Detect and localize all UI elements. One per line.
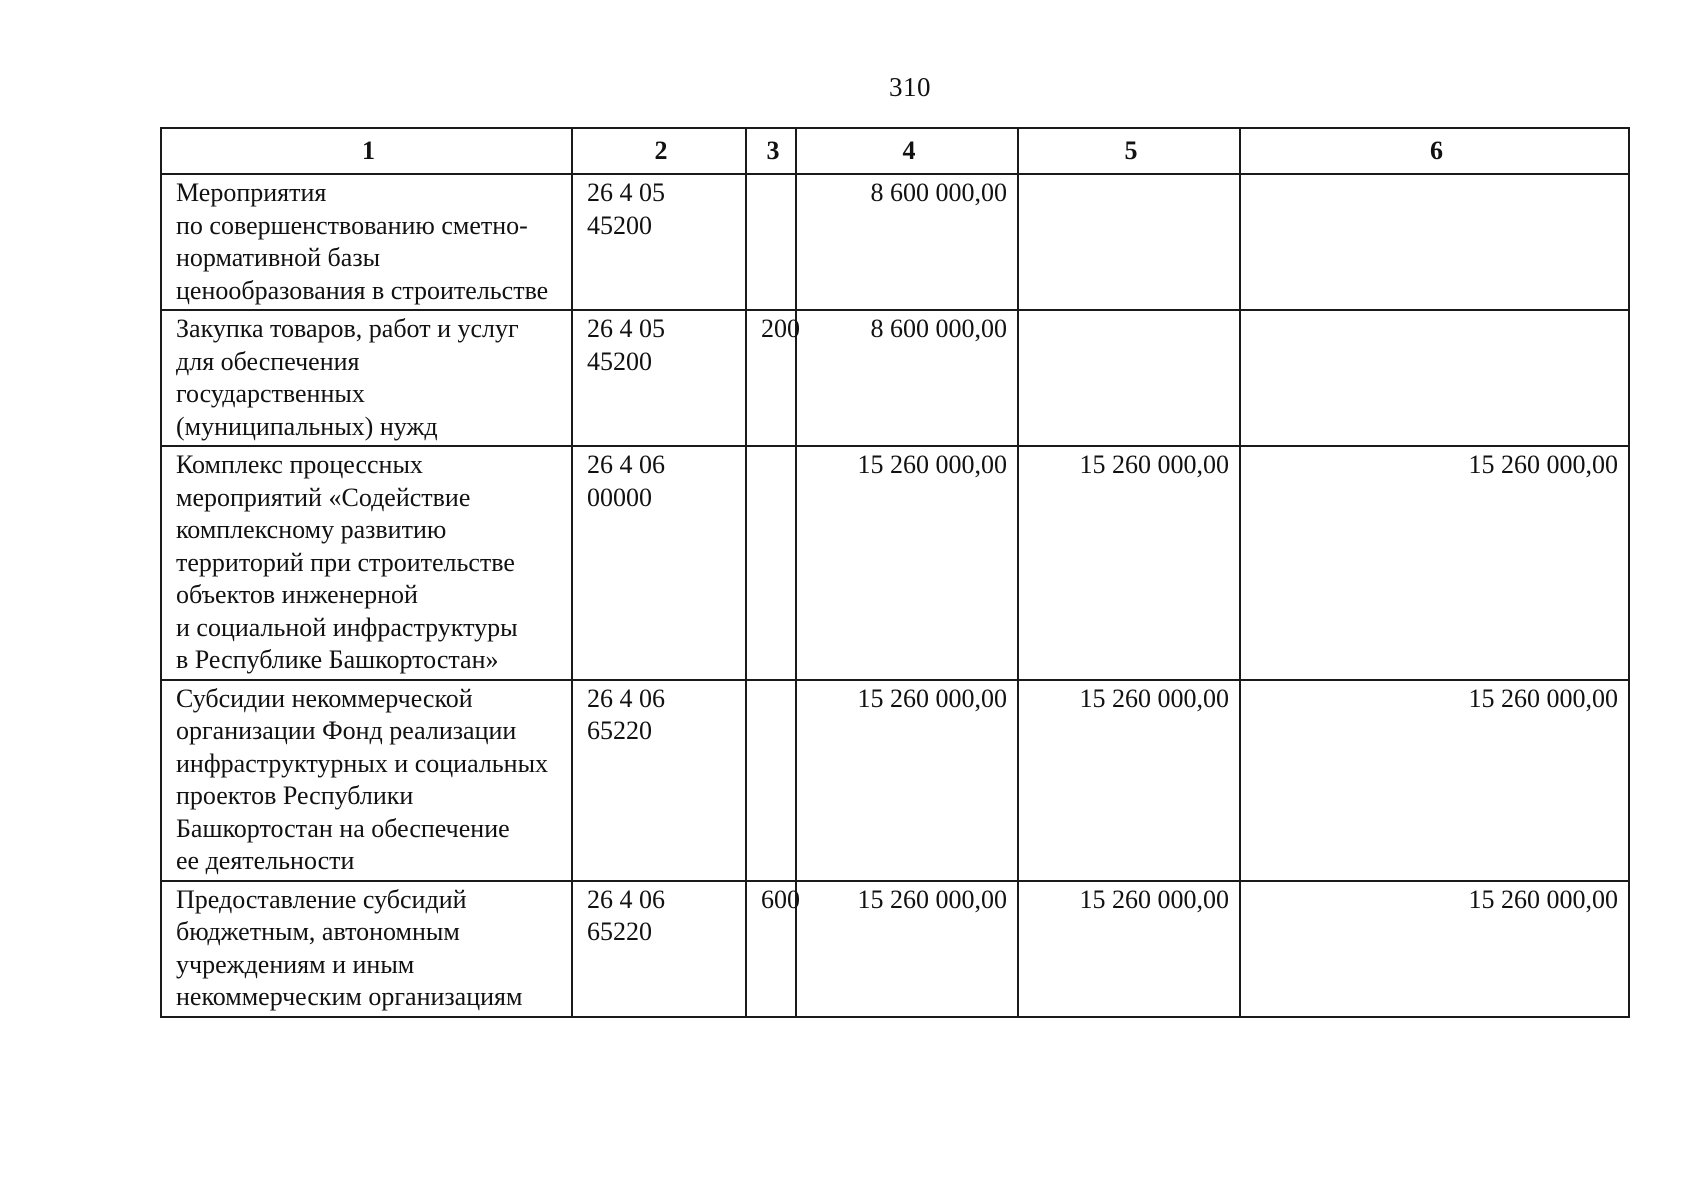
header-col-1: 1 bbox=[161, 128, 572, 174]
row-amount-1-cell: 15 260 000,00 bbox=[796, 446, 1018, 680]
row-type-cell bbox=[746, 680, 796, 881]
row-amount-2-cell bbox=[1018, 174, 1240, 310]
header-col-5: 5 bbox=[1018, 128, 1240, 174]
table-body bbox=[161, 174, 1629, 1017]
row-code-cell: 26 4 06 00000 bbox=[572, 446, 746, 680]
row-amount-3-cell: 15 260 000,00 bbox=[1240, 881, 1629, 1017]
row-type-cell: 600 bbox=[746, 881, 796, 1017]
row-code-cell: 26 4 06 65220 bbox=[572, 680, 746, 881]
row-amount-3-cell: 15 260 000,00 bbox=[1240, 446, 1629, 680]
row-name-cell: Предоставление субсидий бюджетным, автономным учреждениям и иным некоммерческим организациям bbox=[161, 881, 572, 1017]
row-name-cell: Закупка товаров, работ и услуг для обеспечения государственных (муниципальных) нужд bbox=[161, 310, 572, 446]
table-row bbox=[161, 680, 1629, 881]
table-row bbox=[161, 310, 1629, 446]
row-name-cell: Комплекс процессных мероприятий «Содействие комплексному развитию территорий при строительстве объектов инженерной и социальной инфраструктуры в Республике Башкортостан» bbox=[161, 446, 572, 680]
table-row bbox=[161, 881, 1629, 1017]
row-amount-2-cell: 15 260 000,00 bbox=[1018, 446, 1240, 680]
row-name-cell: Субсидии некоммерческой организации Фонд реализации инфраструктурных и социальных проектов Республики Башкортостан на обеспечение ее деятельности bbox=[161, 680, 572, 881]
page-number: 310 bbox=[889, 72, 931, 102]
row-amount-1-cell: 15 260 000,00 bbox=[796, 881, 1018, 1017]
header-col-4: 4 bbox=[796, 128, 1018, 174]
row-code-cell: 26 4 05 45200 bbox=[572, 310, 746, 446]
row-amount-3-cell bbox=[1240, 174, 1629, 310]
table-row bbox=[161, 446, 1629, 680]
row-amount-1-cell: 8 600 000,00 bbox=[796, 174, 1018, 310]
row-amount-2-cell bbox=[1018, 310, 1240, 446]
header-col-3: 3 bbox=[746, 128, 796, 174]
budget-table bbox=[160, 127, 1630, 1018]
row-amount-1-cell: 15 260 000,00 bbox=[796, 680, 1018, 881]
row-type-cell: 200 bbox=[746, 310, 796, 446]
row-amount-2-cell: 15 260 000,00 bbox=[1018, 680, 1240, 881]
header-row bbox=[161, 128, 1629, 174]
row-code-cell: 26 4 06 65220 bbox=[572, 881, 746, 1017]
row-code-cell: 26 4 05 45200 bbox=[572, 174, 746, 310]
header-col-6: 6 bbox=[1240, 128, 1629, 174]
row-type-cell bbox=[746, 446, 796, 680]
table-header bbox=[161, 128, 1629, 174]
header-col-2: 2 bbox=[572, 128, 746, 174]
row-amount-3-cell: 15 260 000,00 bbox=[1240, 680, 1629, 881]
table-row bbox=[161, 174, 1629, 310]
row-amount-2-cell: 15 260 000,00 bbox=[1018, 881, 1240, 1017]
row-type-cell bbox=[746, 174, 796, 310]
row-amount-1-cell: 8 600 000,00 bbox=[796, 310, 1018, 446]
row-name-cell: Мероприятия по совершенствованию сметно- нормативной базы ценообразования в строительстве bbox=[161, 174, 572, 310]
row-amount-3-cell bbox=[1240, 310, 1629, 446]
